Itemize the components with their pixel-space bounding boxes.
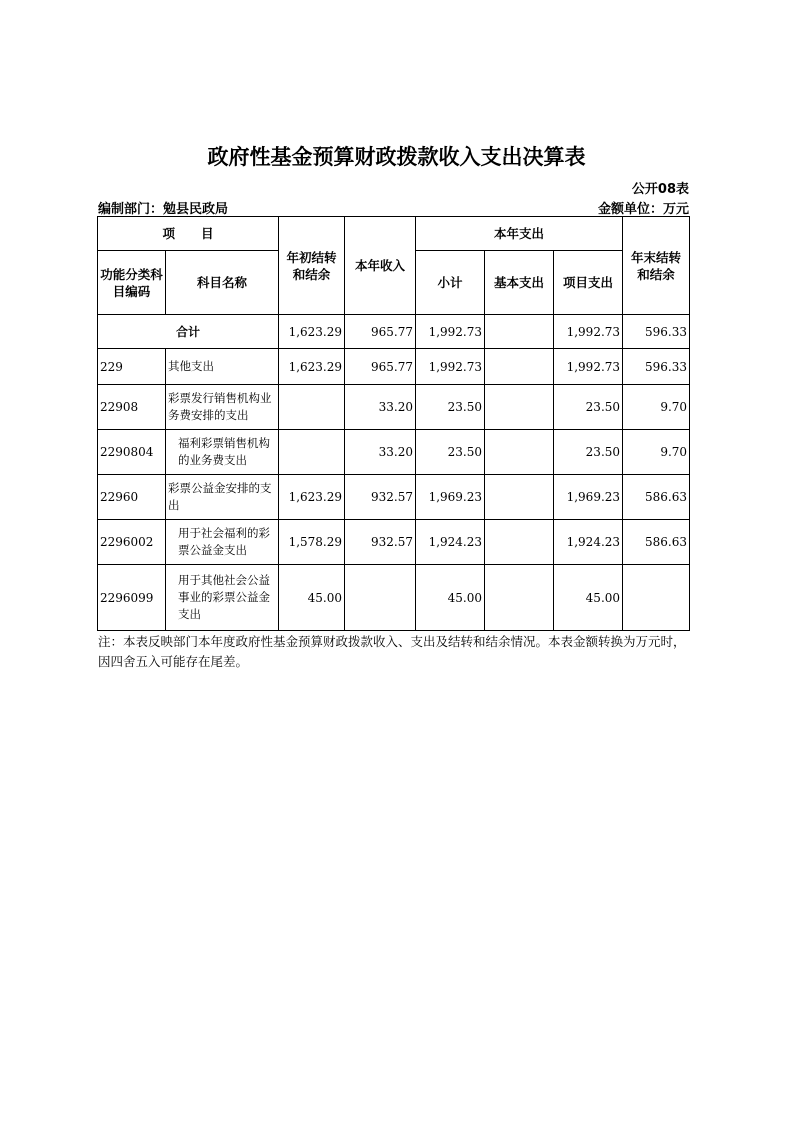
total-row <box>98 315 690 349</box>
row-project: 45.00 <box>554 565 623 631</box>
budget-table <box>97 216 690 631</box>
row-code: 22908 <box>98 385 166 430</box>
total-end-balance: 596.33 <box>623 315 690 349</box>
row-code: 2296002 <box>98 520 166 565</box>
header-subtotal: 小计 <box>416 251 485 315</box>
form-number: 公开08表 <box>631 182 689 197</box>
row-basic <box>485 385 554 430</box>
row-name: 福利彩票销售机构的业务费支出 <box>166 430 279 475</box>
row-income: 33.20 <box>345 385 416 430</box>
row-income: 932.57 <box>345 520 416 565</box>
table-row <box>98 349 690 385</box>
row-name: 其他支出 <box>166 349 279 385</box>
row-begin-balance: 1,623.29 <box>279 349 345 385</box>
total-label: 合计 <box>98 315 279 349</box>
row-project: 23.50 <box>554 430 623 475</box>
table-row <box>98 520 690 565</box>
row-code: 229 <box>98 349 166 385</box>
total-income: 965.77 <box>345 315 416 349</box>
row-begin-balance: 1,623.29 <box>279 475 345 520</box>
department-label: 编制部门：勉县民政局 <box>98 202 229 217</box>
row-project: 23.50 <box>554 385 623 430</box>
row-subtotal: 1,924.23 <box>416 520 485 565</box>
row-basic <box>485 349 554 385</box>
table-row <box>98 385 690 430</box>
row-end-balance: 586.63 <box>623 475 690 520</box>
row-income: 932.57 <box>345 475 416 520</box>
row-subtotal: 1,969.23 <box>416 475 485 520</box>
header-income: 本年收入 <box>345 217 416 315</box>
row-basic <box>485 430 554 475</box>
total-begin-balance: 1,623.29 <box>279 315 345 349</box>
total-basic <box>485 315 554 349</box>
row-income: 965.77 <box>345 349 416 385</box>
row-begin-balance <box>279 430 345 475</box>
table-row <box>98 565 690 631</box>
page-title: 政府性基金预算财政拨款收入支出决算表 <box>207 145 586 169</box>
row-end-balance: 586.63 <box>623 520 690 565</box>
row-subtotal: 1,992.73 <box>416 349 485 385</box>
header-name: 科目名称 <box>166 251 279 315</box>
row-basic <box>485 565 554 631</box>
row-subtotal: 45.00 <box>416 565 485 631</box>
row-project: 1,924.23 <box>554 520 623 565</box>
row-basic <box>485 475 554 520</box>
header-basic: 基本支出 <box>485 251 554 315</box>
row-begin-balance: 45.00 <box>279 565 345 631</box>
header-expense: 本年支出 <box>416 217 623 251</box>
row-code: 2296099 <box>98 565 166 631</box>
table-note: 注：本表反映部门本年度政府性基金预算财政拨款收入、支出及结转和结余情况。本表金额转换为万元时，因四舍五入可能存在尾差。 <box>98 634 686 669</box>
row-income: 33.20 <box>345 430 416 475</box>
total-subtotal: 1,992.73 <box>416 315 485 349</box>
row-project: 1,969.23 <box>554 475 623 520</box>
unit-label: 金额单位：万元 <box>597 202 689 217</box>
header-end-balance: 年末结转和结余 <box>623 217 690 315</box>
table-row <box>98 475 690 520</box>
row-subtotal: 23.50 <box>416 430 485 475</box>
row-project: 1,992.73 <box>554 349 623 385</box>
row-end-balance: 9.70 <box>623 430 690 475</box>
row-code: 22960 <box>98 475 166 520</box>
row-code: 2290804 <box>98 430 166 475</box>
row-end-balance: 596.33 <box>623 349 690 385</box>
row-end-balance <box>623 565 690 631</box>
row-begin-balance: 1,578.29 <box>279 520 345 565</box>
total-project: 1,992.73 <box>554 315 623 349</box>
header-code: 功能分类科目编码 <box>98 251 166 315</box>
header-project: 项目支出 <box>554 251 623 315</box>
row-begin-balance <box>279 385 345 430</box>
row-subtotal: 23.50 <box>416 385 485 430</box>
row-income <box>345 565 416 631</box>
row-name: 用于其他社会公益事业的彩票公益金支出 <box>166 565 279 631</box>
row-end-balance: 9.70 <box>623 385 690 430</box>
row-name: 用于社会福利的彩票公益金支出 <box>166 520 279 565</box>
header-item: 项 目 <box>98 217 279 251</box>
row-basic <box>485 520 554 565</box>
header-begin-balance: 年初结转和结余 <box>279 217 345 315</box>
row-name: 彩票公益金安排的支出 <box>166 475 279 520</box>
table-row <box>98 430 690 475</box>
row-name: 彩票发行销售机构业务费安排的支出 <box>166 385 279 430</box>
